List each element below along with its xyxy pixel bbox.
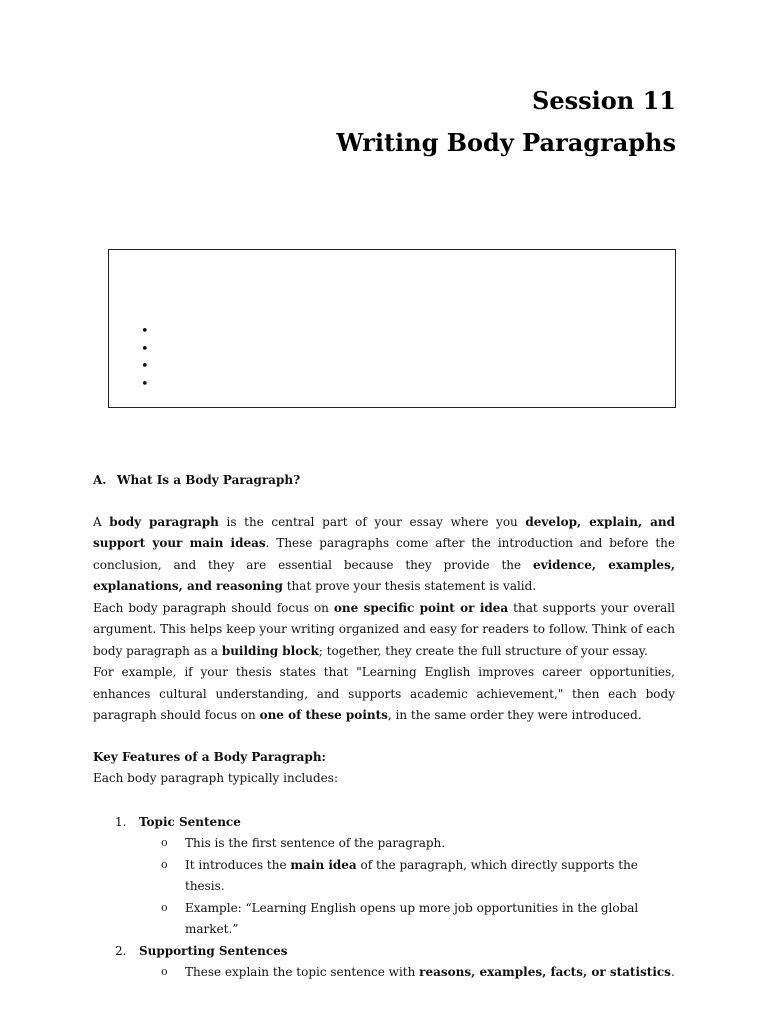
key-features-heading: Key Features of a Body Paragraph: <box>93 749 326 764</box>
feature-item <box>93 812 675 941</box>
sub-item: o It introduces the main idea of the paragraph, which directly supports the thesis. <box>139 855 675 898</box>
page-title: Writing Body Paragraphs <box>336 128 676 157</box>
section-a-heading <box>93 470 675 492</box>
key-features-intro: Each body paragraph typically includes: <box>93 771 338 785</box>
feature-number: 2. <box>115 943 127 958</box>
session-number: Session 11 <box>532 86 676 115</box>
features-list <box>93 812 675 984</box>
main-content <box>93 470 675 984</box>
feature-sublist <box>139 833 675 941</box>
sub-item: o These explain the topic sentence with reasons, examples, facts, or statistics. <box>139 962 675 984</box>
sub-item: o This is the first sentence of the paragraph. <box>139 833 675 855</box>
feature-title: Supporting Sentences <box>139 943 288 958</box>
section-heading-text: What Is a Body Paragraph? <box>117 473 301 487</box>
paragraph-definition: A body paragraph is the central part of your essay where you develop, explain, and support your main ideas. These paragraphs come after the introduction and before the conclusion, and they are essential because they provide the evidence, examples, explanations, and reasoning that prove your thesis statement is valid. <box>93 514 676 593</box>
feature-item <box>93 941 675 984</box>
feature-number: 1. <box>115 814 127 829</box>
objectives-box <box>108 249 676 408</box>
sub-item: o Example: “Learning English opens up more job opportunities in the global market.” <box>139 898 675 941</box>
paragraph-example: For example, if your thesis states that "Learning English improves career opportunities, enhances cultural understanding, and supports academic achievement," then each body paragraph should focus on one of these points, in the same order they were introduced. <box>93 665 675 722</box>
feature-sublist <box>139 962 675 984</box>
paragraph-focus: Each body paragraph should focus on one specific point or idea that supports your overall argument. This helps keep your writing organized and easy for readers to follow. Think of each body paragraph as a building block; together, they create the full structure of your essay. <box>93 600 675 658</box>
section-letter: A. <box>93 473 107 487</box>
feature-title: Topic Sentence <box>139 814 241 829</box>
